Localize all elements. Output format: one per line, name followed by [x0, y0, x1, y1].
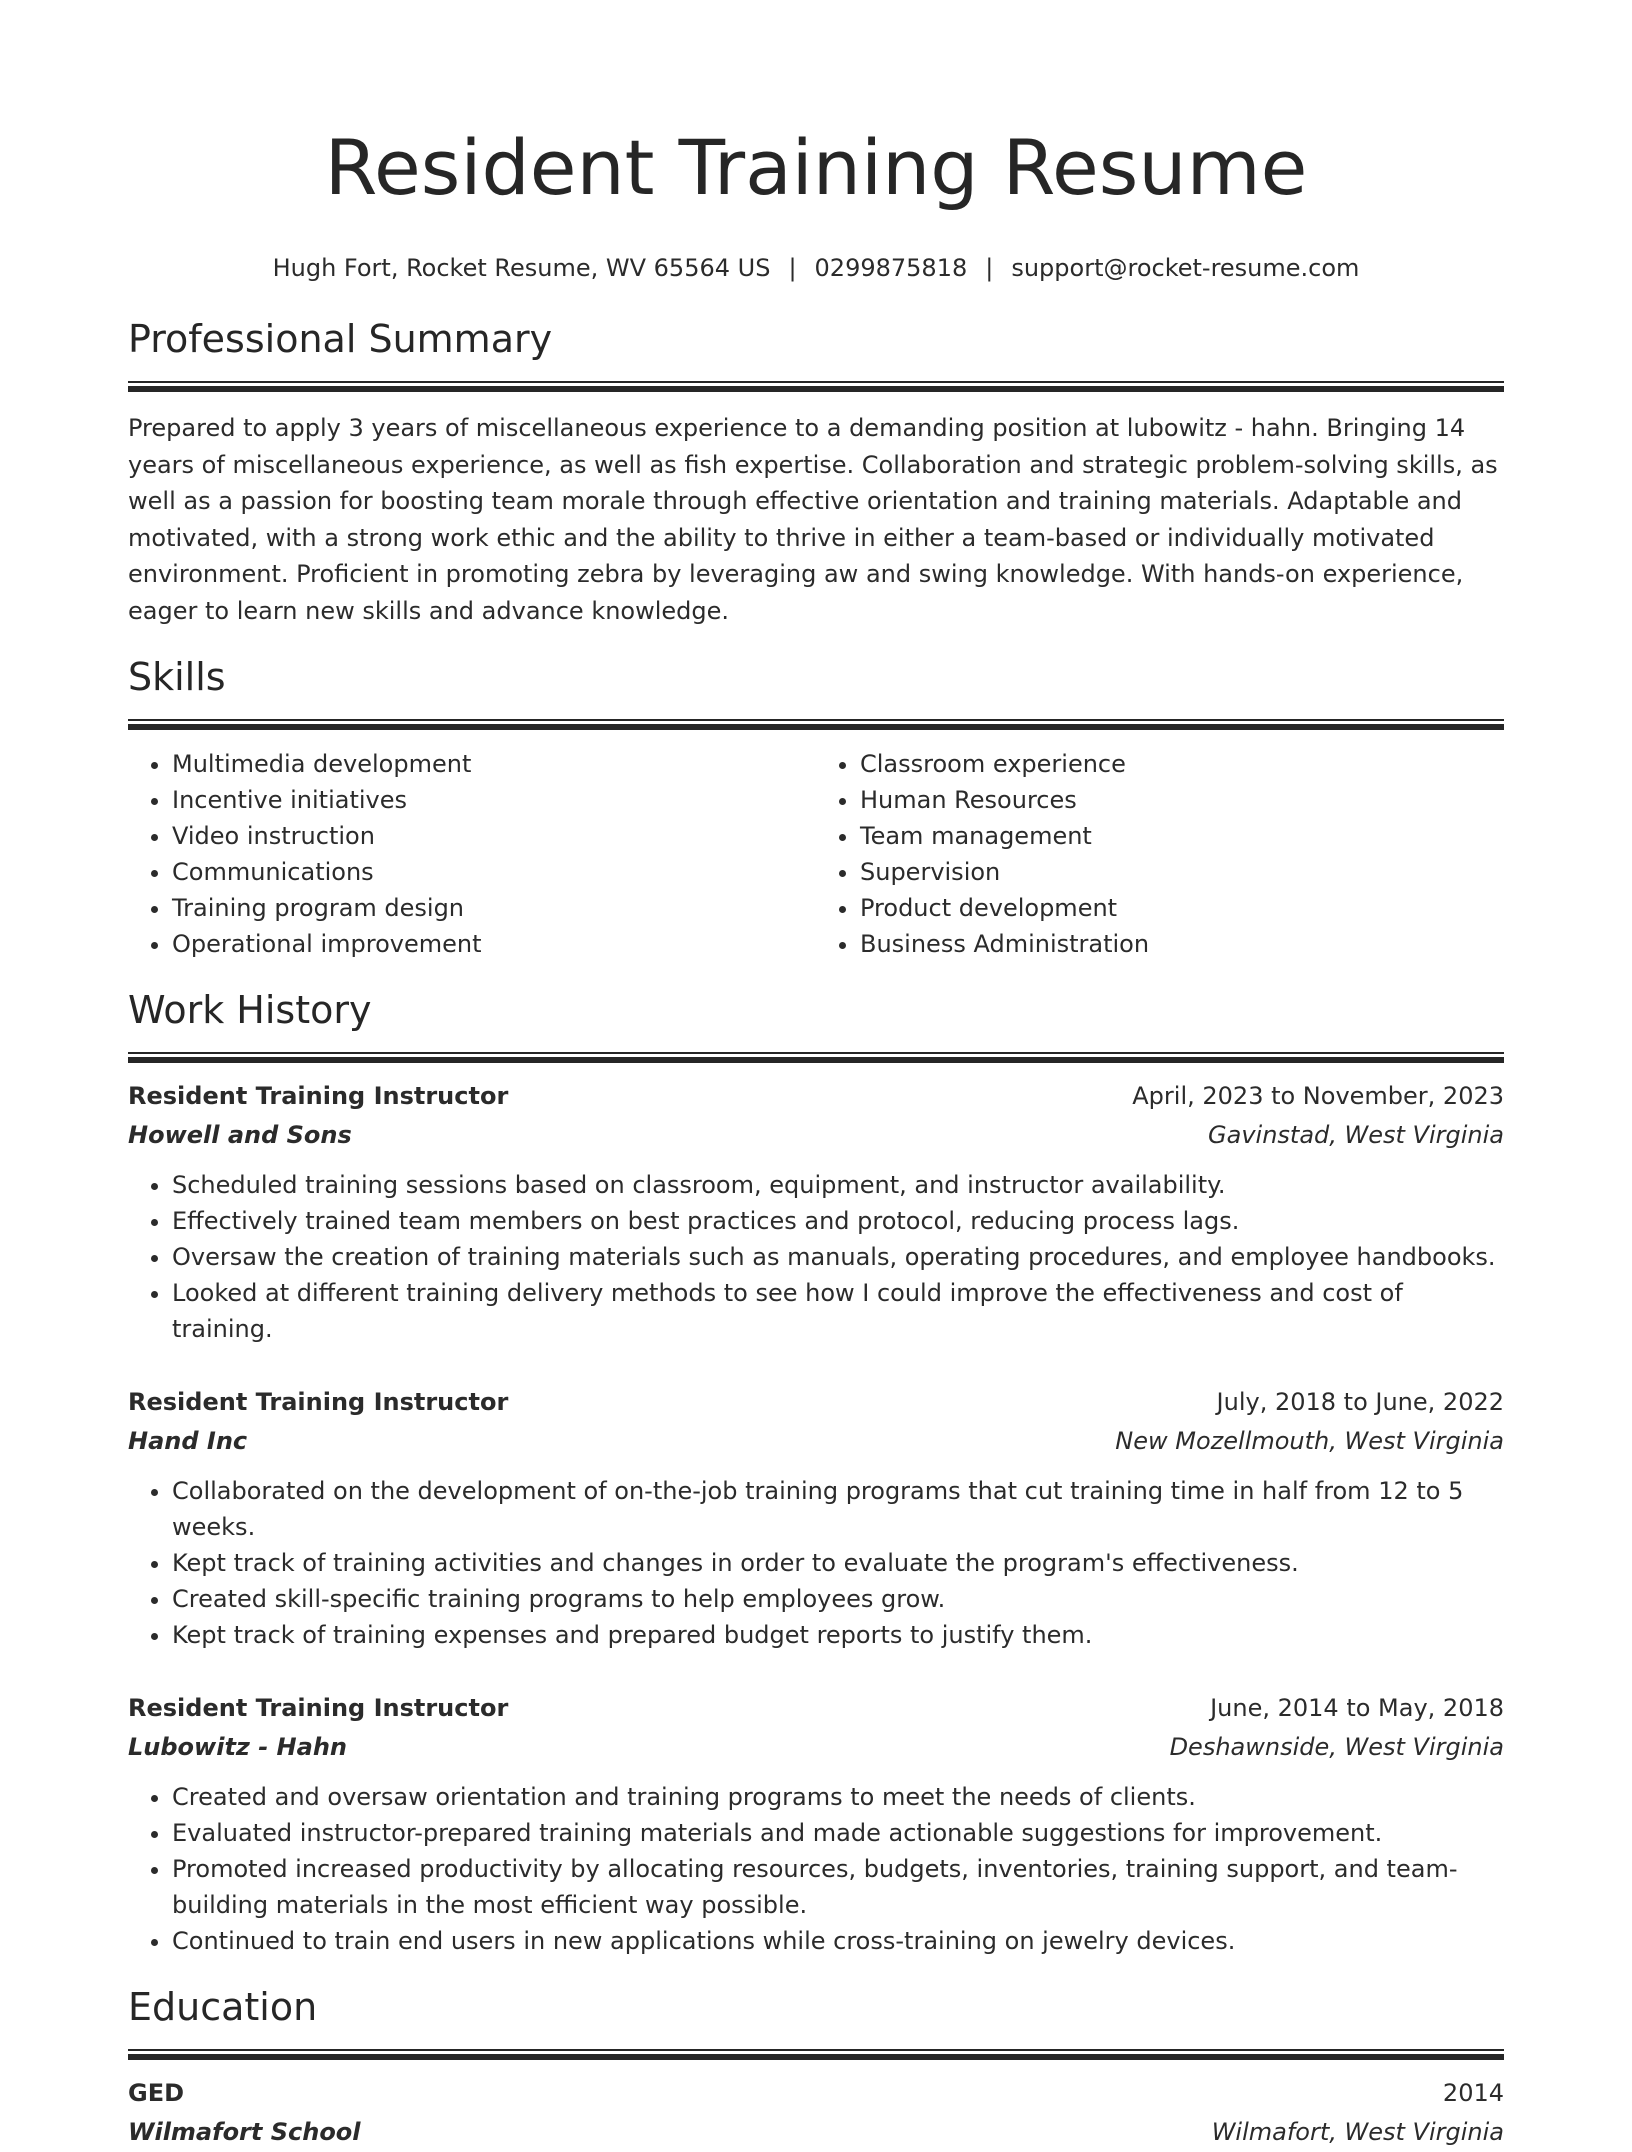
contact-phone: 0299875818 — [814, 254, 968, 282]
job-entry — [128, 1383, 1504, 1653]
contact-separator: | — [985, 254, 994, 282]
skill-item: • Incentive initiatives — [172, 782, 816, 818]
skills-section — [128, 653, 1504, 962]
job-bullet: • Evaluated instructor-prepared training materials and made actionable suggestions for improvement. — [172, 1815, 1504, 1851]
skill-item: • Classroom experience — [860, 746, 1504, 782]
job-entry — [128, 1077, 1504, 1347]
skills-list-left — [128, 746, 816, 962]
job-bullet: • Promoted increased productivity by allocating resources, budgets, inventories, training support, and team-building materials in the most efficient way possible. — [172, 1851, 1504, 1923]
job-bullet: • Looked at different training delivery methods to see how I could improve the effectiveness and cost of training. — [172, 1275, 1504, 1347]
job-title: Resident Training Instructor — [128, 1694, 509, 1722]
job-dates: June, 2014 to May, 2018 — [1210, 1694, 1504, 1722]
summary-heading: Professional Summary — [128, 317, 553, 361]
education-entry — [128, 2074, 1504, 2152]
job-dates: April, 2023 to November, 2023 — [1132, 1082, 1504, 1110]
education-section — [128, 1983, 1504, 2152]
job-bullet: • Oversaw the creation of training materials such as manuals, operating procedures, and employee handbooks. — [172, 1239, 1504, 1275]
skill-item: • Training program design — [172, 890, 816, 926]
section-divider — [128, 381, 1504, 392]
job-bullet: • Continued to train end users in new applications while cross-training on jewelry devices. — [172, 1923, 1504, 1959]
job-dates: July, 2018 to June, 2022 — [1216, 1388, 1504, 1416]
skills-grid — [128, 746, 1504, 962]
contact-email: support@rocket-resume.com — [1011, 254, 1360, 282]
job-bullet: • Kept track of training activities and changes in order to evaluate the program's effectiveness. — [172, 1545, 1504, 1581]
skill-item: • Team management — [860, 818, 1504, 854]
section-divider — [128, 719, 1504, 730]
skills-heading: Skills — [128, 655, 226, 699]
work-history-section — [128, 986, 1504, 1959]
contact-line — [128, 252, 1504, 284]
skill-item: • Multimedia development — [172, 746, 816, 782]
skill-item: • Communications — [172, 854, 816, 890]
summary-text: Prepared to apply 3 years of miscellaneous experience to a demanding position at lubowitz - hahn. Bringing 14 years of miscellaneous experience, as well as fish expertise. Collaboration and strategic problem-solving skills, as well as a passion for boosting team morale through effective orientation and training materials. Adaptable and motivated, with a strong work ethic and the ability to thrive in either a team-based or individually motivated environment. Proficient in promoting zebra by leveraging aw and swing knowledge. With hands-on experience, eager to learn new skills and advance knowledge. — [128, 414, 1498, 625]
education-location: Wilmafort, West Virginia — [1211, 2118, 1504, 2146]
job-bullet: • Collaborated on the development of on-the-job training programs that cut training time in half from 12 to 5 weeks. — [172, 1473, 1504, 1545]
job-company: Hand Inc — [128, 1427, 248, 1455]
education-school: Wilmafort School — [128, 2118, 361, 2146]
job-bullets — [128, 1167, 1504, 1347]
job-bullet: • Created skill-specific training programs to help employees grow. — [172, 1581, 1504, 1617]
job-title: Resident Training Instructor — [128, 1388, 509, 1416]
job-bullets — [128, 1473, 1504, 1653]
contact-separator: | — [788, 254, 797, 282]
job-location: Deshawnside, West Virginia — [1169, 1733, 1504, 1761]
education-degree: GED — [128, 2079, 185, 2107]
job-company: Howell and Sons — [128, 1121, 352, 1149]
section-divider — [128, 2049, 1504, 2060]
contact-address: Hugh Fort, Rocket Resume, WV 65564 US — [272, 254, 771, 282]
work-history-heading: Work History — [128, 988, 372, 1032]
job-bullets — [128, 1779, 1504, 1959]
job-company: Lubowitz - Hahn — [128, 1733, 348, 1761]
job-bullet: • Effectively trained team members on best practices and protocol, reducing process lags. — [172, 1203, 1504, 1239]
skill-item: • Video instruction — [172, 818, 816, 854]
job-location: New Mozellmouth, West Virginia — [1115, 1427, 1504, 1455]
summary-section — [128, 315, 1504, 629]
skill-item: • Operational improvement — [172, 926, 816, 962]
job-bullet: • Kept track of training expenses and prepared budget reports to justify them. — [172, 1617, 1504, 1653]
job-title: Resident Training Instructor — [128, 1082, 509, 1110]
skill-item: • Human Resources — [860, 782, 1504, 818]
skill-item: • Business Administration — [860, 926, 1504, 962]
job-bullet: • Created and oversaw orientation and training programs to meet the needs of clients. — [172, 1779, 1504, 1815]
job-location: Gavinstad, West Virginia — [1208, 1121, 1504, 1149]
skill-item: • Product development — [860, 890, 1504, 926]
job-bullet: • Scheduled training sessions based on classroom, equipment, and instructor availability. — [172, 1167, 1504, 1203]
education-heading: Education — [128, 1985, 318, 2029]
section-divider — [128, 1052, 1504, 1063]
education-year: 2014 — [1442, 2079, 1504, 2107]
resume-title: Resident Training Resume — [324, 123, 1308, 212]
skill-item: • Supervision — [860, 854, 1504, 890]
job-entry — [128, 1689, 1504, 1959]
skills-list-right — [816, 746, 1504, 962]
